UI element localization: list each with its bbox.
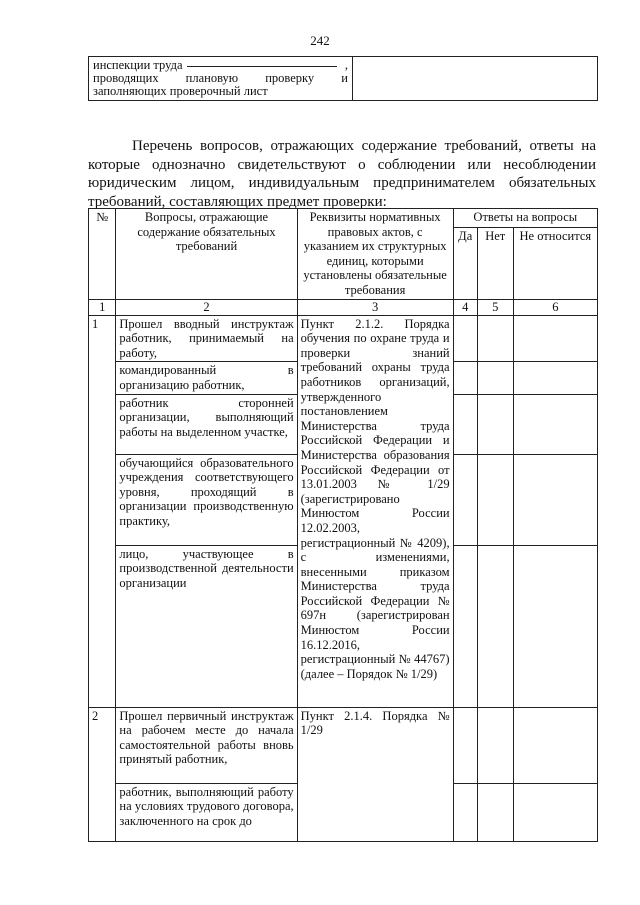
column-number: 2	[116, 300, 297, 316]
answer-na-cell[interactable]	[513, 783, 597, 841]
answer-na-cell[interactable]	[513, 315, 597, 362]
answer-na-cell[interactable]	[513, 545, 597, 707]
answer-na-cell[interactable]	[513, 454, 597, 545]
question-cell: Прошел первичный инструктаж на рабочем месте до начала самостоятельной работы вновь принятый работник,	[116, 707, 297, 783]
answer-na-cell[interactable]	[513, 707, 597, 783]
answer-yes-cell[interactable]	[453, 545, 477, 707]
column-number: 5	[477, 300, 513, 316]
answer-no-cell[interactable]	[477, 783, 513, 841]
column-number: 4	[453, 300, 477, 316]
column-number: 6	[513, 300, 597, 316]
header-line-1-end: ,	[344, 58, 348, 72]
answer-yes-cell[interactable]	[453, 783, 477, 841]
answer-yes-cell[interactable]	[453, 707, 477, 783]
header-line-3: заполняющих проверочный лист	[93, 84, 268, 98]
table-row	[89, 315, 598, 362]
row-number: 2	[89, 707, 116, 841]
header-word: проверку	[265, 71, 315, 85]
answer-na-cell[interactable]	[513, 362, 597, 394]
question-cell: Прошел вводный инструктаж работник, принимаемый на работу,	[116, 315, 297, 362]
header-no: Нет	[477, 228, 513, 300]
answer-yes-cell[interactable]	[453, 362, 477, 394]
header-form-cell	[89, 57, 353, 101]
checklist-table	[88, 208, 598, 842]
header-word: проводящих	[93, 71, 159, 85]
column-number: 3	[297, 300, 453, 316]
header-word: и	[341, 71, 348, 85]
answer-no-cell[interactable]	[477, 545, 513, 707]
header-number: №	[89, 209, 116, 300]
answer-yes-cell[interactable]	[453, 454, 477, 545]
column-number: 1	[89, 300, 116, 316]
answer-no-cell[interactable]	[477, 315, 513, 362]
header-yes: Да	[453, 228, 477, 300]
requisites-cell: Пункт 2.1.4. Порядка № 1/29	[297, 707, 453, 841]
header-form-table	[88, 56, 598, 101]
answer-na-cell[interactable]	[513, 394, 597, 454]
row-number: 1	[89, 315, 116, 707]
answer-yes-cell[interactable]	[453, 315, 477, 362]
answer-no-cell[interactable]	[477, 394, 513, 454]
header-requisites: Реквизиты нормативных правовых актов, с указанием их структурных единиц, которыми установлены обязательные требования	[297, 209, 453, 300]
header-answers: Ответы на вопросы	[453, 209, 597, 228]
answer-yes-cell[interactable]	[453, 394, 477, 454]
column-number-row	[89, 300, 598, 316]
header-line-1-text: инспекции труда	[93, 58, 183, 72]
question-cell: командированный в организацию работник,	[116, 362, 297, 394]
header-questions: Вопросы, отражающие содержание обязательных требований	[116, 209, 297, 300]
question-cell: лицо, участвующее в производственной деятельности организации	[116, 545, 297, 707]
header-answer-cell[interactable]	[353, 57, 598, 101]
requisites-cell: Пункт 2.1.2. Порядка обучения по охране труда и проверки знаний требований охраны труда работников организаций, утвержденного постановлением Министерства труда Российской Федерации и Министерства образования Российской Федерации от 13.01.2003 № 1/29 (зарегистрировано Минюстом России 12.02.2003, регистрационный № 4209), с изменениями, внесенными приказом Министерства труда Российской Федерации № 697н (зарегистрирован Минюстом России 16.12.2016, регистрационный № 44767) (далее – Порядок № 1/29)	[297, 315, 453, 707]
header-word: плановую	[185, 71, 239, 85]
answer-no-cell[interactable]	[477, 707, 513, 783]
table-row	[89, 707, 598, 783]
answer-no-cell[interactable]	[477, 454, 513, 545]
question-cell: работник, выполняющий работу на условиях трудового договора, заключенного на срок до	[116, 783, 297, 841]
page-number: 242	[310, 33, 330, 48]
question-cell: обучающийся образовательного учреждения соответствующего уровня, проходящий в организации производственную практику,	[116, 454, 297, 545]
header-not-applicable: Не относится	[513, 228, 597, 300]
intro-paragraph: Перечень вопросов, отражающих содержание требований, ответы на которые однозначно свидетельствуют о соблюдении или несоблюдении юридическим лицом, индивидуальным предпринимателем обязательных требований, составляющих предмет проверки:	[88, 138, 596, 210]
question-cell: работник сторонней организации, выполняющий работы на выделенном участке,	[116, 394, 297, 454]
answer-no-cell[interactable]	[477, 362, 513, 394]
fill-in-blank[interactable]	[187, 66, 337, 67]
